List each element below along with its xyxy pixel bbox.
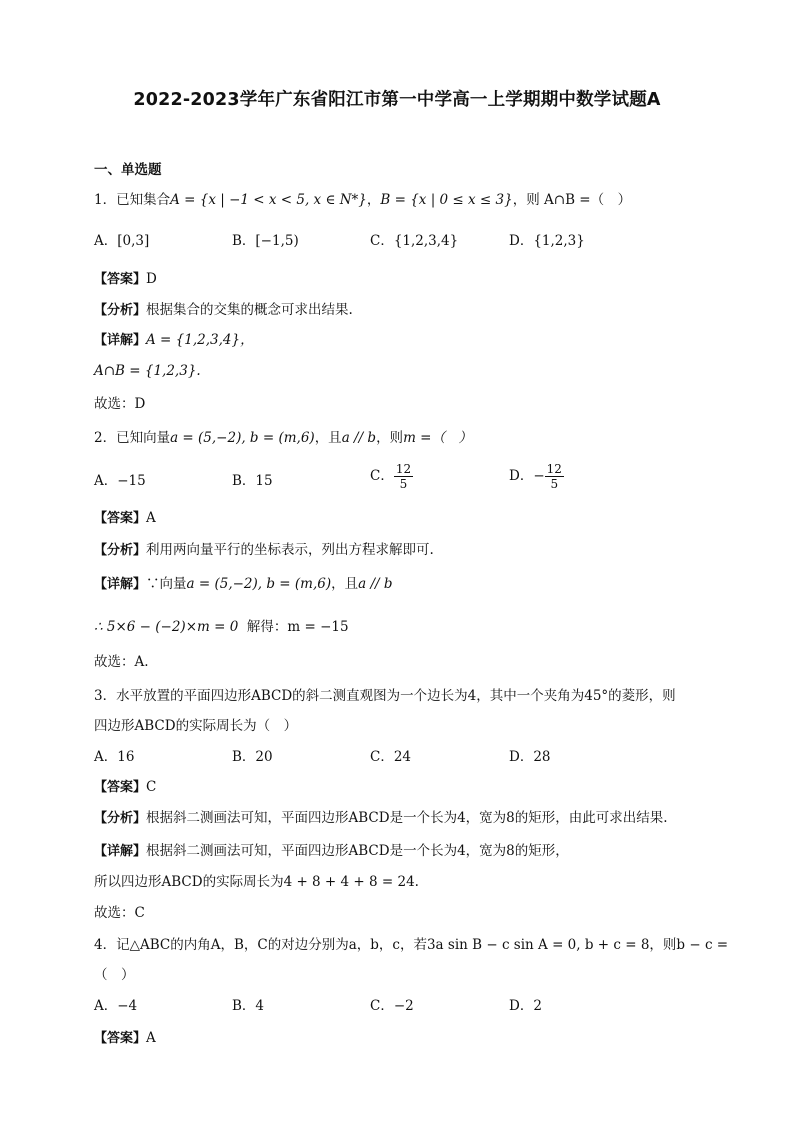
q2-answer: A — [146, 510, 156, 526]
question-2-stem — [94, 428, 472, 448]
q2-option-d — [509, 462, 564, 491]
page-title: 2022-2023学年广东省阳江市第一中学高一上学期期中数学试题A — [133, 90, 661, 110]
q2-option-d-label: D．− — [509, 468, 545, 484]
q1-answer-line — [94, 269, 157, 290]
q2-detail-parallel: a // b — [358, 576, 393, 592]
q2-stem-mid: ，且 — [314, 430, 342, 446]
q4-answer-line — [94, 1028, 156, 1049]
q2-ask: m =（ ） — [403, 430, 472, 446]
q2-analysis: 利用两向量平行的坐标表示，列出方程求解即可. — [146, 542, 434, 558]
question-1-stem — [94, 190, 631, 210]
q2-option-c — [370, 462, 413, 491]
q2-vectors: a = (5,−2), b = (m,6) — [170, 430, 315, 446]
q3-option-b: B．20 — [232, 749, 273, 765]
q2-parallel: a // b — [341, 430, 377, 446]
q2-analysis-line — [94, 540, 434, 561]
q3-analysis: 根据斜二测画法可知，平面四边形ABCD是一个长为4，宽为8的矩形，由此可求出结果. — [146, 810, 668, 826]
fraction-numerator: 12 — [546, 462, 562, 476]
q3-answer: C — [146, 779, 157, 795]
answer-tag: 【答案】 — [94, 511, 147, 526]
detail-tag: 【详解】 — [94, 577, 147, 592]
q2-option-c-label: C． — [370, 468, 394, 484]
q4-option-a: A．−4 — [94, 998, 138, 1014]
q4-answer: A — [146, 1030, 156, 1046]
q2-stem-post: ，则 — [376, 430, 404, 446]
analysis-tag: 【分析】 — [94, 543, 147, 558]
q3-stem-2: 四边形ABCD的实际周长为（ ） — [94, 718, 298, 734]
q1-separator: ， — [366, 192, 381, 208]
q2-solve: 解得：m = −15 — [246, 619, 349, 635]
q1-ask: ，则 A∩B =（ ） — [512, 192, 632, 208]
q3-answer-line — [94, 777, 156, 798]
q2-conclusion: 故选：A. — [94, 654, 149, 670]
q1-option-a: A．[0,3] — [94, 233, 150, 249]
q4-stem-2: （ ） — [94, 967, 135, 983]
q3-stem-1: 3．水平放置的平面四边形ABCD的斜二测直观图为一个边长为4，其中一个夹角为45°的菱形，则 — [94, 688, 676, 704]
q1-stem-text: 1．已知集合 — [94, 192, 171, 208]
q2-option-d-fraction — [545, 462, 564, 491]
detail-tag: 【详解】 — [94, 844, 147, 859]
answer-tag: 【答案】 — [94, 780, 147, 795]
q3-detail-line — [94, 841, 569, 862]
q2-detail-vectors: a = (5,−2), b = (m,6) — [186, 576, 332, 592]
q3-conclusion: 故选：C — [94, 905, 145, 921]
section-heading: 一、单选题 — [94, 162, 162, 178]
q2-answer-line — [94, 508, 156, 529]
q4-option-c: C．−2 — [370, 998, 414, 1014]
q3-analysis-line — [94, 808, 668, 829]
q1-detail-2: A∩B = {1,2,3}. — [94, 363, 201, 379]
q1-option-b: B．[−1,5) — [232, 233, 299, 249]
analysis-tag: 【分析】 — [94, 303, 147, 318]
q1-analysis: 根据集合的交集的概念可求出结果. — [146, 302, 353, 318]
q1-set-b: B = {x | 0 ≤ x ≤ 3} — [380, 192, 513, 208]
q1-conclusion: 故选：D — [94, 396, 146, 412]
q3-detail: 根据斜二测画法可知，平面四边形ABCD是一个长为4，宽为8的矩形， — [146, 843, 569, 859]
q2-stem-pre: 2．已知向量 — [94, 430, 171, 446]
q1-analysis-line — [94, 300, 353, 321]
q2-detail-line — [94, 574, 392, 595]
q1-detail-line — [94, 330, 254, 351]
fraction-numerator: 12 — [395, 462, 412, 476]
q2-calc-line — [94, 617, 349, 637]
q1-option-d: D．{1,2,3} — [509, 233, 585, 249]
q4-option-b: B．4 — [232, 998, 265, 1014]
q1-detail-1: A = {1,2,3,4}， — [146, 332, 254, 348]
q2-option-a: A．−15 — [94, 473, 146, 489]
detail-tag: 【详解】 — [94, 333, 147, 348]
fraction-denominator: 5 — [399, 477, 408, 491]
q2-option-c-fraction — [394, 462, 413, 491]
q4-option-d: D．2 — [509, 998, 542, 1014]
fraction-denominator: 5 — [550, 477, 559, 491]
q3-option-a: A．16 — [94, 749, 135, 765]
analysis-tag: 【分析】 — [94, 811, 147, 826]
q1-answer: D — [146, 271, 157, 287]
q3-option-c: C．24 — [370, 749, 412, 765]
answer-tag: 【答案】 — [94, 272, 147, 287]
answer-tag: 【答案】 — [94, 1031, 147, 1046]
q2-detail-pre: ∵向量 — [146, 576, 187, 592]
q3-option-d: D．28 — [509, 749, 551, 765]
q1-option-c: C．{1,2,3,4} — [370, 233, 459, 249]
q3-detail-2: 所以四边形ABCD的实际周长为4 + 8 + 4 + 8 = 24. — [94, 874, 419, 890]
q2-calc: ∴ 5×6 − (−2)×m = 0 — [94, 619, 239, 635]
q2-detail-mid: ，且 — [331, 576, 359, 592]
q2-option-b: B．15 — [232, 473, 273, 489]
q4-stem-1: 4．记△ABC的内角A，B，C的对边分别为a，b，c，若3a sin B − c sin A = 0, b + c = 8，则b − c = — [94, 937, 729, 953]
q1-set-a: A = {x | −1 < x < 5, x ∈ N*} — [170, 192, 367, 208]
